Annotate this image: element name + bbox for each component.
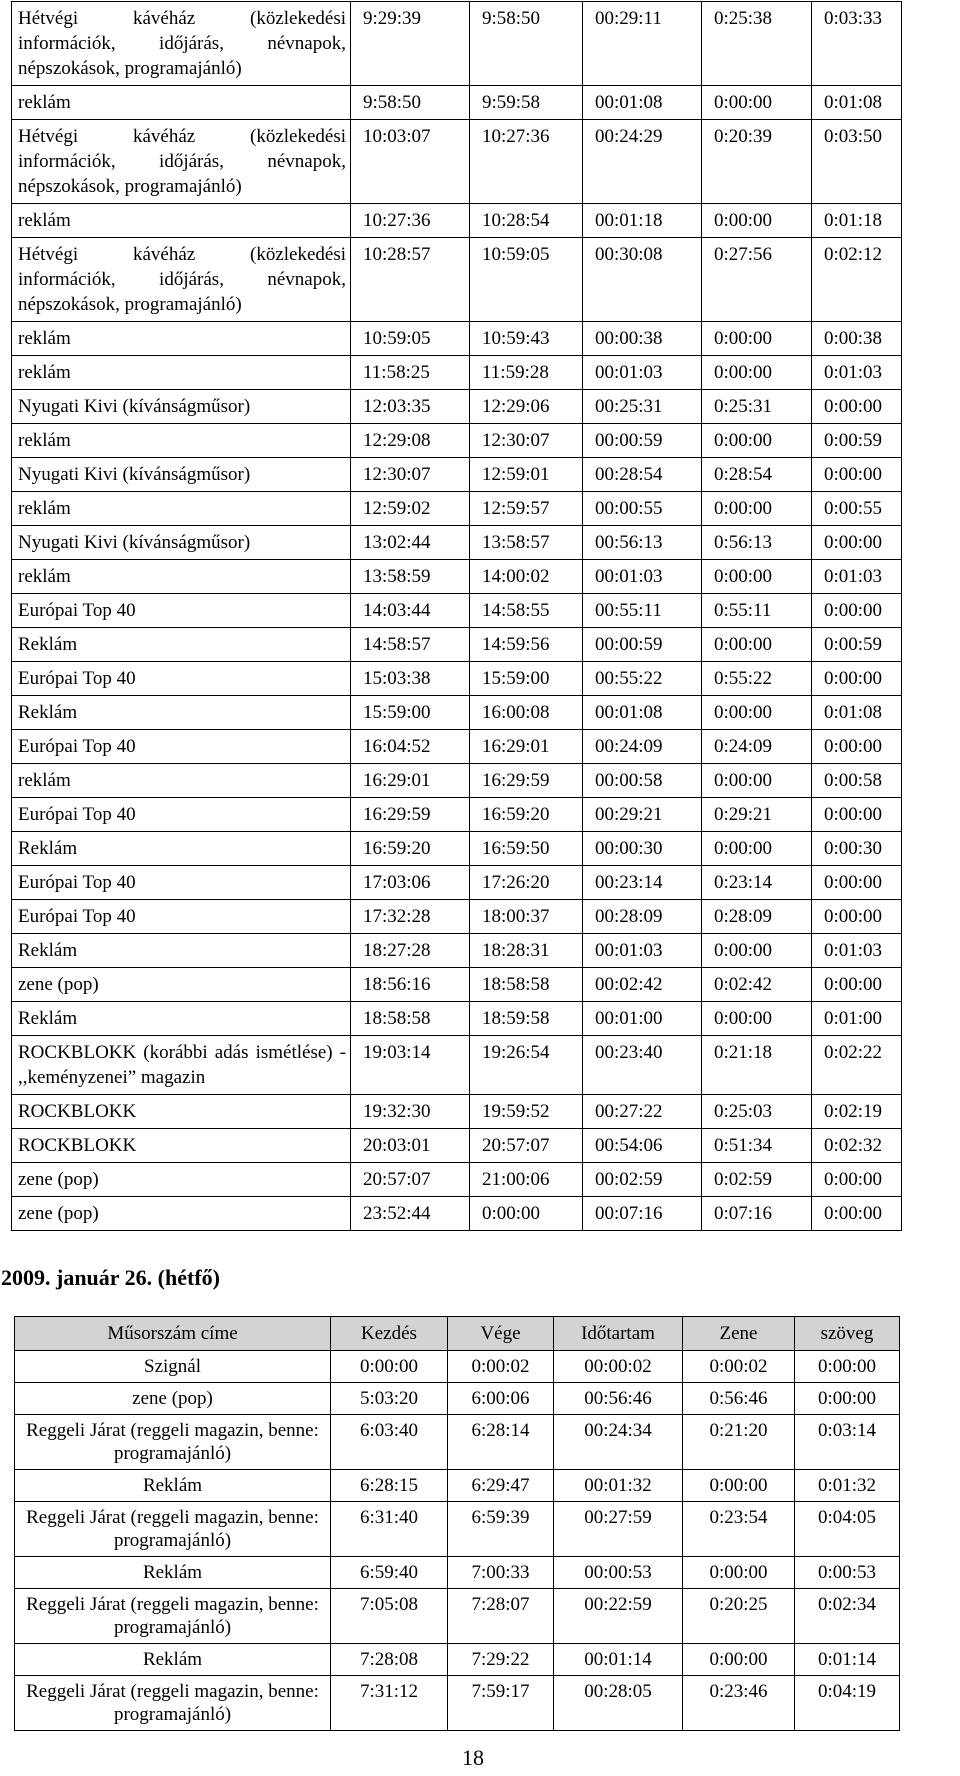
cell-text: 0:00:00 [812,662,902,696]
cell-title: Reklám [12,696,351,730]
cell-music: 0:29:21 [702,798,812,832]
cell-title: Nyugati Kivi (kívánságműsor) [12,526,351,560]
cell-music: 0:00:02 [683,1351,795,1383]
header-title: Műsorszám címe [15,1317,331,1351]
cell-text: 0:00:59 [812,628,902,662]
table-row [15,1589,900,1644]
cell-title: Reklám [15,1470,331,1502]
cell-text: 0:00:00 [795,1351,900,1383]
cell-text: 0:01:03 [812,356,902,390]
cell-music: 0:00:00 [702,356,812,390]
cell-music: 0:21:20 [683,1415,795,1470]
cell-duration: 00:24:09 [583,730,702,764]
cell-title: Európai Top 40 [12,662,351,696]
cell-end: 12:59:57 [470,492,583,526]
cell-music: 0:27:56 [702,238,812,322]
cell-duration: 00:00:59 [583,424,702,458]
cell-music: 0:00:00 [702,764,812,798]
cell-text: 0:01:08 [812,696,902,730]
cell-title: Európai Top 40 [12,798,351,832]
cell-duration: 00:01:14 [554,1644,683,1676]
cell-start: 17:32:28 [351,900,470,934]
cell-duration: 00:23:14 [583,866,702,900]
table-row [12,1095,902,1129]
cell-title: zene (pop) [12,1197,351,1231]
cell-title: reklám [12,356,351,390]
cell-title: Hétvégi kávéház (közlekedési információk, időjárás, névnapok, népszokások, programajánló) [12,238,351,322]
cell-title: Európai Top 40 [12,594,351,628]
cell-title: ROCKBLOKK [12,1095,351,1129]
cell-start: 14:03:44 [351,594,470,628]
cell-duration: 00:56:46 [554,1383,683,1415]
cell-music: 0:25:38 [702,2,812,86]
cell-end: 7:28:07 [448,1589,554,1644]
cell-music: 0:00:00 [702,832,812,866]
cell-end: 17:26:20 [470,866,583,900]
table-row [15,1415,900,1470]
cell-duration: 00:01:03 [583,560,702,594]
cell-text: 0:00:00 [812,1197,902,1231]
cell-end: 10:28:54 [470,204,583,238]
table-row [12,866,902,900]
cell-start: 7:05:08 [331,1589,448,1644]
cell-start: 6:31:40 [331,1502,448,1557]
cell-duration: 00:00:55 [583,492,702,526]
cell-start: 10:27:36 [351,204,470,238]
cell-music: 0:24:09 [702,730,812,764]
cell-music: 0:02:59 [702,1163,812,1197]
cell-music: 0:00:00 [702,424,812,458]
cell-start: 17:03:06 [351,866,470,900]
cell-duration: 00:07:16 [583,1197,702,1231]
cell-text: 0:00:00 [812,900,902,934]
cell-music: 0:00:00 [702,934,812,968]
cell-text: 0:02:34 [795,1589,900,1644]
cell-end: 18:59:58 [470,1002,583,1036]
table-row [15,1502,900,1557]
cell-title: Reklám [15,1644,331,1676]
cell-text: 0:04:19 [795,1676,900,1731]
cell-duration: 00:55:22 [583,662,702,696]
cell-title: Szignál [15,1351,331,1383]
cell-duration: 00:00:02 [554,1351,683,1383]
cell-duration: 00:01:08 [583,86,702,120]
cell-duration: 00:28:09 [583,900,702,934]
cell-start: 19:32:30 [351,1095,470,1129]
cell-end: 6:59:39 [448,1502,554,1557]
cell-start: 14:58:57 [351,628,470,662]
cell-title: zene (pop) [15,1383,331,1415]
cell-start: 12:29:08 [351,424,470,458]
cell-end: 16:59:20 [470,798,583,832]
cell-duration: 00:00:30 [583,832,702,866]
cell-end: 0:00:02 [448,1351,554,1383]
cell-title: Nyugati Kivi (kívánságműsor) [12,458,351,492]
cell-text: 0:00:38 [812,322,902,356]
table-row [12,798,902,832]
table-row [12,1036,902,1095]
table-row [12,238,902,322]
cell-text: 0:01:00 [812,1002,902,1036]
cell-duration: 00:01:03 [583,356,702,390]
cell-text: 0:00:53 [795,1557,900,1589]
table-row [12,356,902,390]
cell-duration: 00:00:38 [583,322,702,356]
table-row [12,1197,902,1231]
cell-text: 0:00:00 [812,458,902,492]
cell-duration: 00:54:06 [583,1129,702,1163]
table-row [12,1163,902,1197]
cell-text: 0:03:33 [812,2,902,86]
header-music: Zene [683,1317,795,1351]
cell-title: ROCKBLOKK (korábbi adás ismétlése) - ,,keményzenei” magazin [12,1036,351,1095]
cell-text: 0:00:00 [812,390,902,424]
cell-duration: 00:01:03 [583,934,702,968]
cell-title: Reklám [12,1002,351,1036]
cell-title: Reklám [12,934,351,968]
cell-duration: 00:22:59 [554,1589,683,1644]
cell-text: 0:00:00 [812,968,902,1002]
cell-end: 14:00:02 [470,560,583,594]
cell-music: 0:00:00 [702,1002,812,1036]
table-row [12,458,902,492]
cell-duration: 00:29:11 [583,2,702,86]
cell-music: 0:23:54 [683,1502,795,1557]
cell-end: 6:28:14 [448,1415,554,1470]
cell-text: 0:02:22 [812,1036,902,1095]
table-row [15,1557,900,1589]
cell-duration: 00:56:13 [583,526,702,560]
cell-title: Reggeli Járat (reggeli magazin, benne: programajánló) [15,1589,331,1644]
cell-text: 0:01:08 [812,86,902,120]
table-row [12,492,902,526]
cell-title: reklám [12,204,351,238]
cell-start: 20:03:01 [351,1129,470,1163]
cell-title: zene (pop) [12,968,351,1002]
cell-text: 0:00:55 [812,492,902,526]
schedule-table-body [12,2,902,1231]
cell-end: 19:59:52 [470,1095,583,1129]
header-start: Kezdés [331,1317,448,1351]
cell-duration: 00:27:59 [554,1502,683,1557]
cell-title: Európai Top 40 [12,900,351,934]
cell-start: 13:02:44 [351,526,470,560]
cell-music: 0:56:13 [702,526,812,560]
cell-text: 0:00:59 [812,424,902,458]
cell-music: 0:00:00 [702,86,812,120]
cell-music: 0:56:46 [683,1383,795,1415]
cell-end: 12:30:07 [470,424,583,458]
table-row [12,764,902,798]
cell-start: 10:03:07 [351,120,470,204]
cell-title: reklám [12,764,351,798]
cell-duration: 00:01:32 [554,1470,683,1502]
cell-title: ROCKBLOKK [12,1129,351,1163]
table-row [12,322,902,356]
cell-end: 7:00:33 [448,1557,554,1589]
cell-start: 12:59:02 [351,492,470,526]
cell-end: 20:57:07 [470,1129,583,1163]
cell-duration: 00:01:00 [583,1002,702,1036]
table-row [12,934,902,968]
cell-start: 6:28:15 [331,1470,448,1502]
cell-text: 0:00:00 [812,526,902,560]
table-row [12,1129,902,1163]
cell-duration: 00:00:59 [583,628,702,662]
cell-start: 12:30:07 [351,458,470,492]
cell-title: reklám [12,86,351,120]
cell-end: 16:00:08 [470,696,583,730]
cell-end: 9:59:58 [470,86,583,120]
cell-duration: 00:00:58 [583,764,702,798]
cell-duration: 00:27:22 [583,1095,702,1129]
cell-start: 16:29:01 [351,764,470,798]
cell-duration: 00:02:42 [583,968,702,1002]
cell-text: 0:00:00 [795,1383,900,1415]
cell-music: 0:28:54 [702,458,812,492]
cell-title: Európai Top 40 [12,730,351,764]
cell-title: Reklám [15,1557,331,1589]
table-row [12,560,902,594]
cell-start: 13:58:59 [351,560,470,594]
table-row [12,390,902,424]
cell-music: 0:00:00 [702,696,812,730]
cell-title: Nyugati Kivi (kívánságműsor) [12,390,351,424]
table-header-row [15,1317,900,1351]
schedule-table-jan-26 [14,1316,900,1731]
cell-title: Reklám [12,832,351,866]
cell-end: 6:29:47 [448,1470,554,1502]
cell-text: 0:00:30 [812,832,902,866]
header-text: szöveg [795,1317,900,1351]
table-row [12,86,902,120]
cell-music: 0:07:16 [702,1197,812,1231]
cell-start: 10:28:57 [351,238,470,322]
table-row [15,1676,900,1731]
cell-text: 0:02:32 [812,1129,902,1163]
cell-duration: 00:28:54 [583,458,702,492]
cell-duration: 00:02:59 [583,1163,702,1197]
date-heading: 2009. január 26. (hétfő) [1,1265,220,1290]
cell-text: 0:00:58 [812,764,902,798]
cell-text: 0:00:00 [812,866,902,900]
cell-end: 14:58:55 [470,594,583,628]
table-row [15,1351,900,1383]
cell-end: 12:29:06 [470,390,583,424]
cell-end: 18:28:31 [470,934,583,968]
cell-music: 0:55:11 [702,594,812,628]
cell-music: 0:28:09 [702,900,812,934]
cell-music: 0:21:18 [702,1036,812,1095]
cell-end: 18:58:58 [470,968,583,1002]
cell-music: 0:00:00 [702,560,812,594]
cell-duration: 00:01:08 [583,696,702,730]
cell-end: 10:59:05 [470,238,583,322]
cell-duration: 00:24:34 [554,1415,683,1470]
cell-text: 0:00:00 [812,594,902,628]
cell-music: 0:20:25 [683,1589,795,1644]
cell-music: 0:00:00 [702,492,812,526]
cell-music: 0:02:42 [702,968,812,1002]
cell-text: 0:00:00 [812,730,902,764]
cell-start: 10:59:05 [351,322,470,356]
cell-end: 13:58:57 [470,526,583,560]
page-number: 18 [462,1745,484,1770]
cell-duration: 00:29:21 [583,798,702,832]
table-row [12,968,902,1002]
cell-start: 19:03:14 [351,1036,470,1095]
cell-music: 0:20:39 [702,120,812,204]
cell-duration: 00:28:05 [554,1676,683,1731]
cell-music: 0:00:00 [702,322,812,356]
cell-end: 21:00:06 [470,1163,583,1197]
cell-title: zene (pop) [12,1163,351,1197]
table-row [12,120,902,204]
table-row [15,1383,900,1415]
cell-end: 15:59:00 [470,662,583,696]
cell-start: 9:58:50 [351,86,470,120]
cell-end: 10:27:36 [470,120,583,204]
cell-start: 5:03:20 [331,1383,448,1415]
cell-duration: 00:30:08 [583,238,702,322]
cell-music: 0:00:00 [683,1470,795,1502]
cell-text: 0:01:32 [795,1470,900,1502]
table-row [12,900,902,934]
table-row [15,1470,900,1502]
table-row [12,594,902,628]
cell-title: reklám [12,322,351,356]
cell-text: 0:02:19 [812,1095,902,1129]
cell-start: 23:52:44 [351,1197,470,1231]
header-end: Vége [448,1317,554,1351]
table-row [12,628,902,662]
table-row [12,1002,902,1036]
cell-duration: 00:23:40 [583,1036,702,1095]
cell-start: 18:58:58 [351,1002,470,1036]
cell-title: Reklám [12,628,351,662]
cell-end: 0:00:00 [470,1197,583,1231]
cell-music: 0:25:03 [702,1095,812,1129]
cell-text: 0:01:18 [812,204,902,238]
cell-start: 0:00:00 [331,1351,448,1383]
cell-music: 0:00:00 [702,204,812,238]
cell-title: Reggeli Járat (reggeli magazin, benne: programajánló) [15,1415,331,1470]
table-row [12,204,902,238]
cell-end: 16:59:50 [470,832,583,866]
cell-start: 6:59:40 [331,1557,448,1589]
cell-end: 12:59:01 [470,458,583,492]
cell-end: 7:59:17 [448,1676,554,1731]
cell-music: 0:55:22 [702,662,812,696]
cell-duration: 00:01:18 [583,204,702,238]
cell-title: reklám [12,560,351,594]
table-row [12,730,902,764]
cell-start: 7:31:12 [331,1676,448,1731]
cell-title: Reggeli Járat (reggeli magazin, benne: programajánló) [15,1676,331,1731]
cell-start: 15:59:00 [351,696,470,730]
header-duration: Időtartam [554,1317,683,1351]
cell-start: 7:28:08 [331,1644,448,1676]
cell-start: 6:03:40 [331,1415,448,1470]
cell-end: 16:29:01 [470,730,583,764]
cell-title: Reggeli Járat (reggeli magazin, benne: programajánló) [15,1502,331,1557]
table-row [15,1644,900,1676]
cell-title: Hétvégi kávéház (közlekedési információk, időjárás, névnapok, népszokások, programajánló) [12,2,351,86]
cell-title: Hétvégi kávéház (közlekedési információk, időjárás, névnapok, népszokások, programajánló) [12,120,351,204]
cell-end: 9:58:50 [470,2,583,86]
cell-music: 0:00:00 [683,1557,795,1589]
cell-text: 0:00:00 [812,1163,902,1197]
cell-music: 0:23:14 [702,866,812,900]
cell-music: 0:00:00 [683,1644,795,1676]
cell-duration: 00:55:11 [583,594,702,628]
cell-music: 0:25:31 [702,390,812,424]
cell-text: 0:03:14 [795,1415,900,1470]
cell-duration: 00:25:31 [583,390,702,424]
cell-title: reklám [12,424,351,458]
schedule-table-body [15,1351,900,1731]
cell-text: 0:01:03 [812,934,902,968]
cell-title: Európai Top 40 [12,866,351,900]
table-row [12,662,902,696]
table-row [12,424,902,458]
cell-text: 0:02:12 [812,238,902,322]
cell-start: 20:57:07 [351,1163,470,1197]
cell-duration: 00:24:29 [583,120,702,204]
table-row [12,2,902,86]
cell-end: 18:00:37 [470,900,583,934]
cell-end: 6:00:06 [448,1383,554,1415]
cell-start: 16:59:20 [351,832,470,866]
cell-end: 16:29:59 [470,764,583,798]
cell-title: reklám [12,492,351,526]
cell-end: 10:59:43 [470,322,583,356]
cell-start: 16:04:52 [351,730,470,764]
cell-text: 0:00:00 [812,798,902,832]
cell-text: 0:04:05 [795,1502,900,1557]
schedule-table-previous-day [11,1,902,1231]
cell-start: 15:03:38 [351,662,470,696]
cell-music: 0:23:46 [683,1676,795,1731]
table-row [12,526,902,560]
cell-end: 11:59:28 [470,356,583,390]
cell-start: 16:29:59 [351,798,470,832]
cell-text: 0:01:14 [795,1644,900,1676]
cell-start: 12:03:35 [351,390,470,424]
cell-start: 11:58:25 [351,356,470,390]
cell-music: 0:00:00 [702,628,812,662]
table-row [12,832,902,866]
table-row [12,696,902,730]
cell-start: 9:29:39 [351,2,470,86]
cell-end: 7:29:22 [448,1644,554,1676]
cell-end: 19:26:54 [470,1036,583,1095]
cell-text: 0:03:50 [812,120,902,204]
cell-end: 14:59:56 [470,628,583,662]
cell-start: 18:56:16 [351,968,470,1002]
cell-start: 18:27:28 [351,934,470,968]
cell-music: 0:51:34 [702,1129,812,1163]
cell-duration: 00:00:53 [554,1557,683,1589]
cell-text: 0:01:03 [812,560,902,594]
